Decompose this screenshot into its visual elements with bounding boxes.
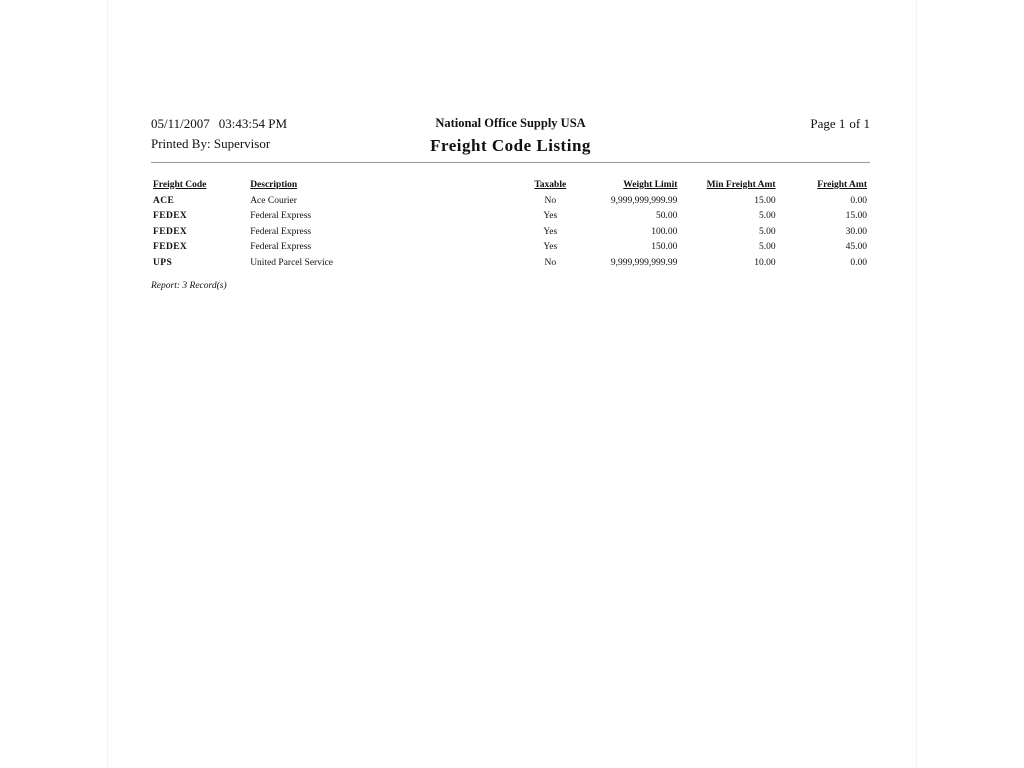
table-row: [151, 240, 869, 256]
cell-description: Federal Express: [250, 242, 312, 253]
header-top-row: [151, 116, 870, 136]
table-row: [151, 193, 869, 209]
cell-min-freight-amt: 5.00: [758, 211, 776, 222]
cell-freight-amt: 45.00: [845, 242, 867, 253]
cell-taxable: No: [544, 257, 557, 268]
printed-by: Printed By: Supervisor: [151, 136, 271, 151]
column-header-freight-amt: Freight Amt: [817, 179, 867, 190]
cell-freight-amt: 0.00: [850, 257, 867, 268]
column-header-taxable: Taxable: [534, 179, 567, 190]
page-label: Page 1: [810, 116, 846, 131]
header-second-row: [151, 136, 870, 156]
table-header-row: [151, 178, 869, 193]
cell-freight-amt: 15.00: [845, 211, 867, 222]
column-header-min-freight-amt: Min Freight Amt: [706, 179, 776, 190]
cell-freight-amt: 30.00: [845, 226, 867, 237]
cell-min-freight-amt: 15.00: [754, 195, 776, 206]
page-number: [810, 116, 870, 132]
cell-taxable: No: [544, 195, 557, 206]
cell-description: Federal Express: [250, 226, 312, 237]
cell-freight-code: ACE: [153, 195, 175, 206]
company-name: National Office Supply USA: [435, 116, 586, 130]
cell-weight-limit: 150.00: [651, 242, 678, 253]
column-header-weight-limit: Weight Limit: [623, 179, 678, 190]
cell-freight-code: FEDEX: [153, 226, 188, 237]
cell-taxable: Yes: [543, 211, 558, 222]
print-date: 05/11/2007: [151, 116, 210, 131]
freight-code-table: [151, 178, 869, 271]
print-time: 03:43:54 PM: [218, 116, 288, 131]
table-row: [151, 224, 869, 240]
record-count: Report: 3 Record(s): [151, 280, 227, 291]
cell-taxable: Yes: [543, 226, 558, 237]
cell-min-freight-amt: 5.00: [758, 226, 776, 237]
cell-min-freight-amt: 10.00: [754, 257, 776, 268]
table-row: [151, 255, 869, 271]
header-divider: [151, 162, 870, 163]
cell-weight-limit: 50.00: [656, 211, 678, 222]
table-row: [151, 209, 869, 225]
cell-description: Ace Courier: [250, 195, 297, 206]
cell-freight-code: UPS: [153, 257, 173, 268]
cell-description: Federal Express: [250, 211, 312, 222]
cell-taxable: Yes: [543, 242, 558, 253]
cell-weight-limit: 100.00: [651, 226, 678, 237]
cell-weight-limit: 9,999,999,999.99: [610, 257, 678, 268]
column-header-description: Description: [250, 179, 298, 190]
cell-description: United Parcel Service: [250, 257, 334, 268]
cell-freight-amt: 0.00: [850, 195, 867, 206]
cell-weight-limit: 9,999,999,999.99: [610, 195, 678, 206]
cell-freight-code: FEDEX: [153, 211, 188, 222]
report: [151, 116, 870, 291]
report-title: Freight Code Listing: [430, 136, 591, 155]
cell-min-freight-amt: 5.00: [758, 242, 776, 253]
page-of: of 1: [849, 116, 870, 131]
cell-freight-code: FEDEX: [153, 242, 188, 253]
column-header-freight-code: Freight Code: [153, 179, 207, 190]
